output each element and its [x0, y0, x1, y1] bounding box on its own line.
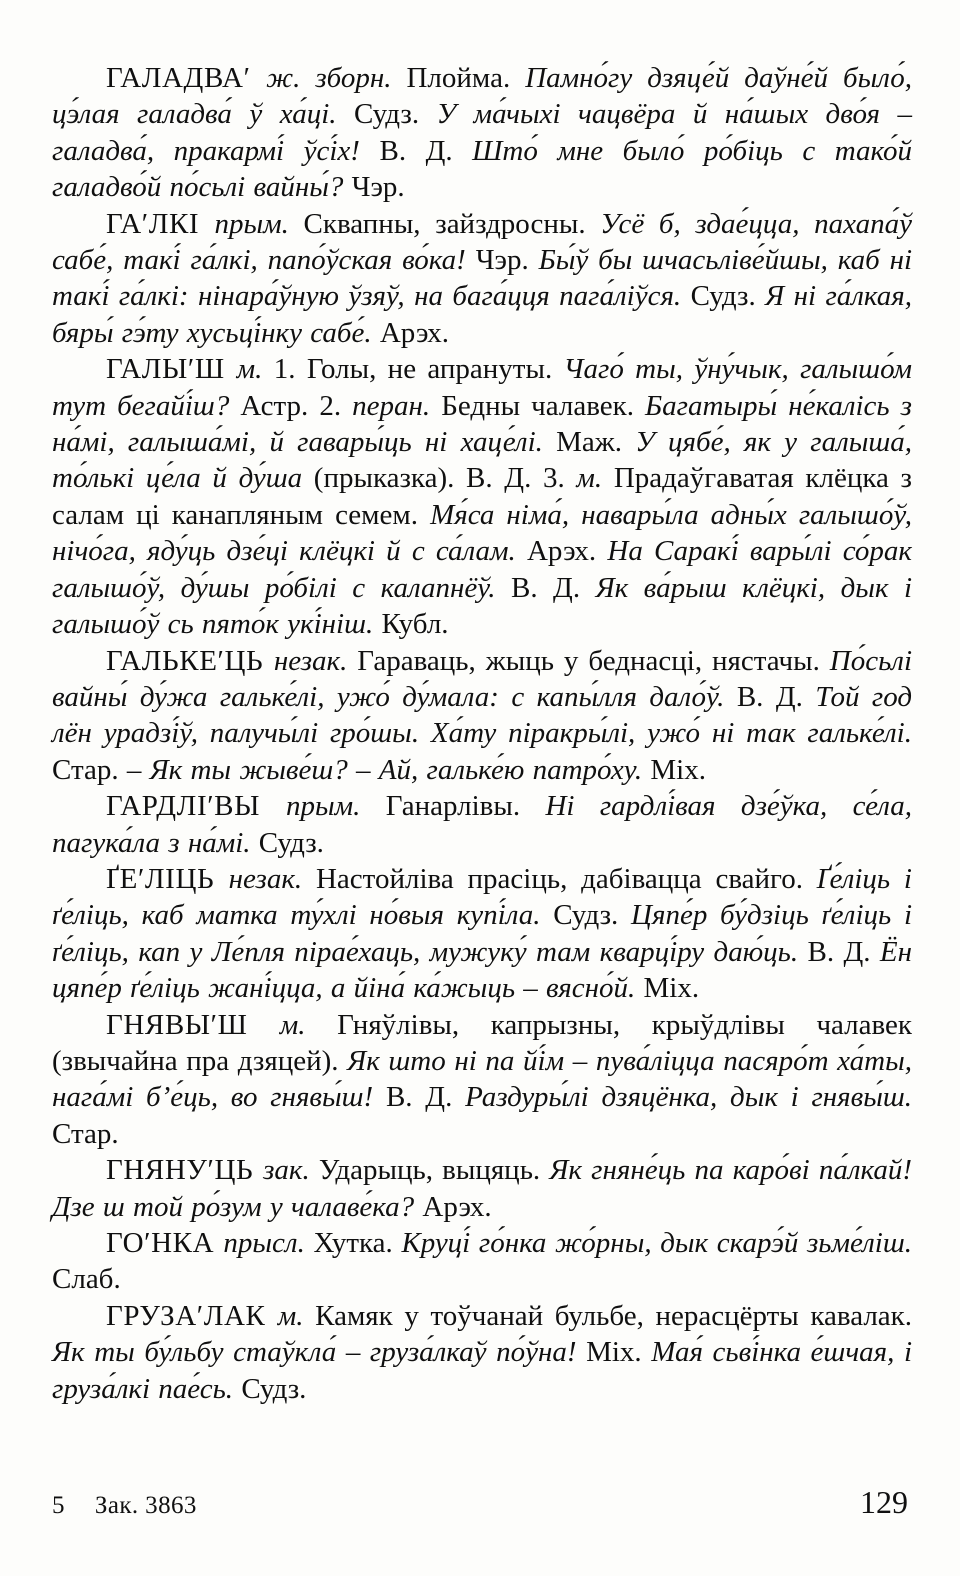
entry-roman-text: Плойма. — [406, 62, 526, 94]
entry-headword: ГРУЗА′ЛАК — [106, 1299, 278, 1332]
entry-roman-text: Настойліва прасіць, дабівацца свайго. — [315, 862, 817, 895]
entry-headword: ГАРДЛІ′ВЫ — [106, 790, 286, 823]
entry-example-italic: Той год лён урадзі́ў, палучы́лі гро́шы. Ха́ту піракры́лі, ужо́ ні так гальке́лі. — [52, 680, 913, 750]
entry-roman-text: Міх. — [586, 1336, 652, 1369]
entry-example-italic: Як ва́рыш клёцкі, дык і галышо́ў сь пято́к укі́ніш. — [52, 571, 913, 641]
entry-roman-text: Міх. — [643, 972, 700, 1005]
entry-roman-text: Сквапны, зайздросны. — [303, 207, 601, 240]
entry-roman-text: Арэх. — [526, 535, 608, 568]
dictionary-entries — [52, 60, 912, 1407]
entry-roman-text: Гараваць, жыць у беднасці, нястачы. — [357, 644, 830, 677]
entry-roman-text: Камяк у тоўчанай бульбе, нерасцёрты кавалак. — [315, 1299, 913, 1332]
dictionary-entry — [52, 1007, 912, 1153]
entry-roman-text: Чэр. — [475, 244, 539, 277]
entry-roman-text: Стар. — [52, 1117, 119, 1150]
entry-roman-text: Слаб. — [52, 1263, 121, 1296]
entry-roman-text: Прадаўгаватая клёцка з салам ці канапляным семем. — [52, 462, 913, 531]
entry-roman-text: Кубл. — [381, 608, 449, 641]
entry-headword: ГАЛЫ′Ш — [106, 353, 237, 386]
entry-headword: ГНЯНУ′ЦЬ — [106, 1154, 264, 1187]
entry-example-italic: Мя́са німа́, навары́ла адны́х галышо́ў, нічо́га, яду́ць дзе́ці клёцкі й с са́лам. — [52, 498, 912, 568]
entry-headword: ГО′НКА — [106, 1227, 224, 1259]
entry-roman-text: Судз. — [258, 826, 324, 859]
entry-roman-text: Стар. — [52, 753, 127, 786]
entry-roman-text: Судз. — [553, 899, 632, 932]
entry-example-italic: Багатыры́ не́калісь з на́мі, галыша́мі, й гавары́ць ні хаце́лі. — [52, 389, 912, 459]
entry-example-italic: Ён цяпе́р ґе́ліць жані́цца, а йіна́ ка́жыць – вясно́й. — [52, 935, 913, 1005]
entry-example-italic: м. — [236, 353, 274, 386]
entry-example-italic: Ґе́ліць і ґе́ліць, каб матка ту́хлі но́выя купі́ла. — [52, 862, 912, 932]
dictionary-entry — [52, 861, 912, 1007]
entry-roman-text: (прыказка). В. Д. 3. — [313, 462, 577, 495]
entry-example-italic: По́сьлі вайны́ ду́жа гальке́лі, ужо́ ду́мала: с капы́лля дало́ў. — [52, 644, 912, 713]
entry-roman-text: Судз. — [690, 280, 766, 313]
entry-example-italic: Як што ні па йі́м – пува́ліцца пасяро́т ха́ты, нага́мі б’е́ць, во гнявы́ш! — [52, 1044, 912, 1114]
entry-roman-text: Міх. — [650, 753, 706, 786]
entry-example-italic: зак. — [263, 1154, 319, 1187]
entry-example-italic: м. — [277, 1299, 316, 1332]
dictionary-entry — [52, 1225, 912, 1298]
entry-example-italic: незак. — [273, 644, 358, 677]
signature-label: Зак. 3863 — [94, 1492, 197, 1519]
dictionary-entry — [52, 788, 912, 861]
entry-example-italic: прым. — [214, 207, 304, 240]
entry-example-italic: Чаго́ ты, ўну́чык, галышо́м тут бегайі́ш? — [52, 353, 912, 422]
entry-example-italic: Як ты бу́льбу стаўкла́ – груза́лкаў по́ўна! — [52, 1336, 587, 1369]
entry-roman-text: Чэр. — [351, 171, 405, 204]
entry-roman-text: Гняўлівы, капрызны, крыўдлівы чалавек (звычайна пра дзяцей). — [52, 1008, 912, 1077]
signature-number: 5 — [52, 1492, 65, 1519]
entry-example-italic: Як гняне́ць па каро́ві па́лкай! Дзе ш той ро́зум у чалаве́ка? — [52, 1154, 913, 1223]
entry-example-italic: Усё б, здае́цца, пахапа́ў сабе́, такі́ га́лкі, папо́ўская во́ка! — [52, 207, 913, 277]
entry-roman-text: В. Д. — [385, 1081, 466, 1114]
entry-headword: ГАЛАДВА′ — [106, 62, 267, 94]
entry-headword: ГАЛЬКЕ′ЦЬ — [106, 644, 274, 677]
dictionary-entry — [52, 1298, 912, 1407]
entry-example-italic: Круці́ го́нка жо́рны, дык скарэ́й зьме́ліш. — [401, 1227, 912, 1259]
dictionary-entry — [52, 206, 912, 352]
entry-roman-text: Хутка. — [313, 1227, 402, 1259]
entry-headword: ҐЕ′ЛІЦЬ — [106, 862, 229, 895]
entry-roman-text: Бедны чалавек. — [441, 389, 646, 422]
entry-roman-text: В. Д. — [807, 935, 880, 968]
entry-example-italic: Мая́ сьві́нка е́шчая, і груза́лкі пае́сь. — [52, 1336, 913, 1405]
entry-roman-text: Арэх. — [422, 1190, 492, 1223]
entry-headword: ГНЯВЫ′Ш — [106, 1008, 280, 1041]
entry-roman-text: 1. Голы, не апрануты. — [273, 353, 564, 386]
entry-example-italic: перан. — [352, 389, 442, 422]
dictionary-entry — [52, 1152, 912, 1225]
print-signature — [52, 1492, 197, 1520]
dictionary-entry — [52, 643, 912, 789]
entry-example-italic: Ні гардлі́вая дзе́ўка, се́ла, пагука́ла з на́мі. — [52, 790, 912, 859]
entry-roman-text: Маж. — [556, 426, 636, 459]
entry-roman-text: Астр. 2. — [240, 389, 353, 422]
entry-roman-text: В. Д. — [510, 571, 596, 604]
entry-example-italic: м. — [279, 1008, 338, 1041]
entry-example-italic: У цябе́, як у галыша́, то́лькі це́ла й ду́ша — [52, 426, 913, 495]
entry-roman-text: Ударыць, выцяць. — [318, 1154, 550, 1187]
dictionary-entry — [52, 60, 912, 206]
entry-headword: ГА′ЛКІ — [106, 207, 215, 240]
entry-roman-text: В. Д. — [379, 134, 473, 167]
entry-example-italic: Цяпе́р бу́дзіць ґе́ліць і ґе́ліць, кап у Ле́пля пірае́хаць, мужуку́ там кварці́ру даю́ць. — [52, 899, 912, 968]
page-number: 129 — [860, 1484, 908, 1520]
entry-example-italic: ж. зборн. — [266, 62, 407, 94]
entry-example-italic: На Саракі́ вары́лі со́рак галышо́ў, ду́шы ро́білі с калапнёў. — [52, 535, 912, 604]
entry-example-italic: прым. — [285, 790, 386, 823]
entry-roman-text: Арэх. — [379, 316, 450, 349]
page-footer — [52, 1484, 908, 1521]
entry-example-italic: Я ні га́лкая, бяры́ гэ́ту хусьці́нку сабе́. — [52, 280, 912, 349]
entry-roman-text: Судз. — [241, 1372, 307, 1405]
entry-example-italic: незак. — [228, 862, 316, 895]
entry-roman-text: В. Д. — [736, 680, 816, 713]
entry-example-italic: – Як ты жыве́ш? – Ай, гальке́ю патро́ху. — [126, 753, 651, 786]
entry-example-italic: прысл. — [223, 1227, 314, 1259]
entry-example-italic: Памно́гу дзяце́й даўне́й было́, цэ́лая галадва́ ў ха́ці. — [52, 62, 912, 131]
entry-example-italic: У ма́чыхі чацвёра й на́шых дво́я – галадва́, пракармі́ ўсі́х! — [52, 98, 913, 167]
entry-example-italic: Бы́ў бы шчасьліве́йшы, каб ні такі́ га́лкі: нінара́ўную ўзяў, на бага́цця пага́ліўся. — [52, 244, 913, 313]
dictionary-entry — [52, 351, 912, 642]
entry-roman-text: Судз. — [353, 98, 437, 131]
entry-example-italic: м. — [576, 462, 614, 495]
entry-example-italic: Раздуры́лі дзяцёнка, дык і гнявы́ш. — [465, 1081, 913, 1114]
entry-roman-text: Ганарлівы. — [385, 790, 546, 823]
entry-example-italic: Што́ мне было́ ро́біць с тако́й галадво́й по́сьлі вайны́? — [52, 134, 913, 204]
